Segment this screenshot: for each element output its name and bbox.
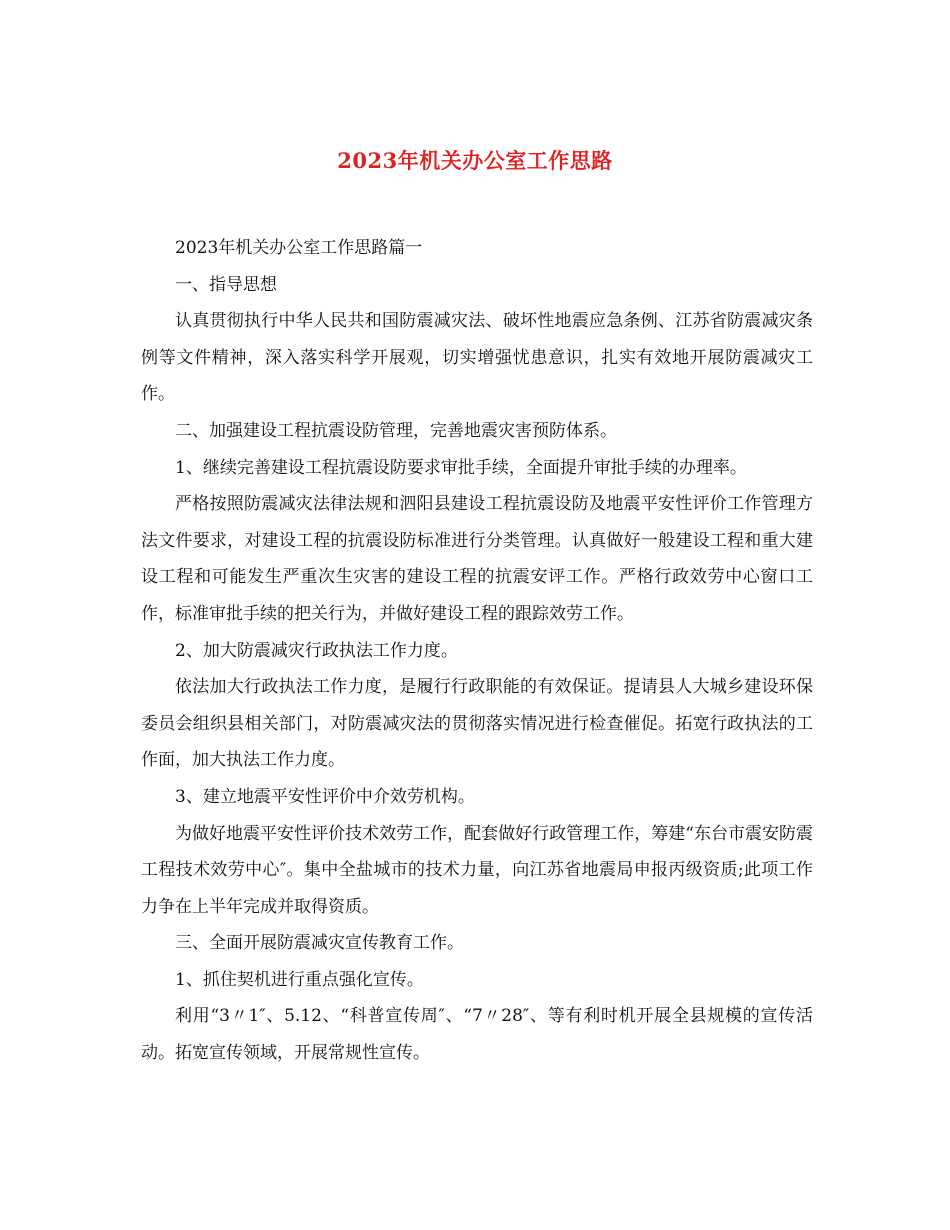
subheading-item-1: 1、抓住契机进行重点强化宣传。 xyxy=(175,969,424,990)
paragraph: 为做好地震平安性评价技术效劳工作，配套做好行政管理工作，筹建“东台市震安防震工程技术效劳中心″。集中全盐城市的技术力量，向江苏省地震局申报丙级资质;此项工作力争在上半年完成并取得资质。 xyxy=(141,823,813,917)
subheading-item-2: 2、加大防震减灾行政执法工作力度。 xyxy=(175,640,458,661)
document-title: 2023年机关办公室工作思路 xyxy=(337,148,613,173)
paragraph: 依法加大行政执法工作力度，是履行行政职能的有效保证。提请县人大城乡建设环保委员会组织县相关部门，对防震减灾法的贯彻落实情况进行检查催促。拓宽行政执法的工作面，加大执法工作力度。 xyxy=(141,677,813,771)
subheading-item-3: 3、建立地震平安性评价中介效劳机构。 xyxy=(175,786,475,807)
section-heading: 2023年机关办公室工作思路篇一 xyxy=(175,238,423,258)
heading-section-2: 二、加强建设工程抗震设防管理，完善地震灾害预防体系。 xyxy=(175,420,617,441)
heading-section-3: 三、全面开展防震减灾宣传教育工作。 xyxy=(175,933,464,954)
paragraph: 严格按照防震减灾法律法规和泗阳县建设工程抗震设防及地震平安性评价工作管理方法文件要求，对建设工程的抗震设防标准进行分类管理。认真做好一般建设工程和重大建设工程和可能发生严重次生灾害的建设工程的抗震安评工作。严格行政效劳中心窗口工作，标准审批手续的把关行为，并做好建设工程的跟踪效劳工作。 xyxy=(141,494,813,624)
document-body xyxy=(141,230,813,1072)
subheading-item-1: 1、继续完善建设工程抗震设防要求审批手续，全面提升审批手续的办理率。 xyxy=(175,457,747,478)
paragraph: 认真贯彻执行中华人民共和国防震减灾法、破坏性地震应急条例、江苏省防震减灾条例等文件精神，深入落实科学开展观，切实增强忧患意识，扎实有效地开展防震减灾工作。 xyxy=(141,311,813,405)
heading-guiding-thought: 一、指导思想 xyxy=(175,274,277,295)
paragraph: 利用“3〃1″、5.12、“科普宣传周″、“7〃28″、等有利时机开展全县规模的宣传活动。拓宽宣传领域，开展常规性宣传。 xyxy=(141,1006,813,1064)
